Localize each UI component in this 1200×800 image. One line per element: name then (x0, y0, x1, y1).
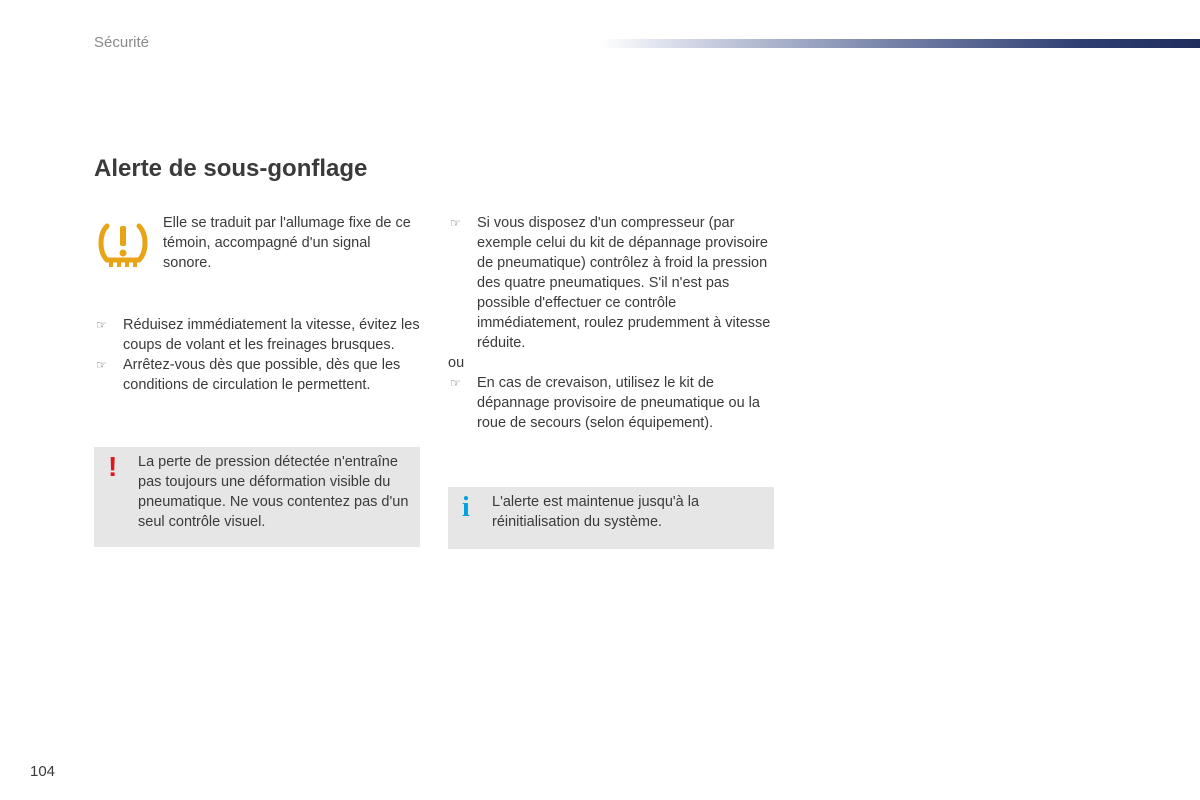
separator-text: ou (448, 355, 465, 371)
bullet-text: Si vous disposez d'un compresseur (par exemple celui du kit de dépannage provisoire de pneumatique) contrôlez à froid la pression des quatre pneumatiques. S'il n'est pas possible d'effectuer ce contrôle immédiatement, roulez prudemment à vitesse réduite. (477, 215, 771, 351)
right-bullet-list (448, 213, 778, 433)
header-gradient-bar (600, 39, 1200, 48)
pointing-hand-icon: ☞ (96, 318, 107, 332)
page-title: Alerte de sous-gonflage (94, 155, 368, 182)
pointing-hand-icon: ☞ (450, 376, 461, 390)
pointing-hand-icon: ☞ (96, 358, 107, 372)
left-bullet-list (94, 315, 424, 395)
info-text: L'alerte est maintenue jusqu'à la réinitialisation du système. (492, 494, 700, 530)
bullet-text: En cas de crevaison, utilisez le kit de dépannage provisoire de pneumatique ou la roue de secours (selon équipement). (477, 375, 760, 431)
section-label: Sécurité (94, 34, 150, 51)
info-icon: i (462, 492, 470, 523)
pointing-hand-icon: ☞ (450, 216, 461, 230)
list-item (448, 213, 778, 353)
tyre-pressure-warning-icon (97, 220, 149, 270)
list-item (94, 315, 424, 355)
intro-text: Elle se traduit par l'allumage fixe de ce témoin, accompagné d'un signal sonore. (163, 215, 411, 271)
bullet-text: Réduisez immédiatement la vitesse, évitez les coups de volant et les freinages brusques. (123, 317, 420, 353)
caution-text: La perte de pression détectée n'entraîne pas toujours une déformation visible du pneumatique. Ne vous contentez pas d'un seul contrôle visuel. (138, 454, 409, 530)
page-number: 104 (30, 763, 56, 780)
exclamation-icon: ! (108, 451, 118, 482)
list-item (448, 373, 778, 433)
info-box (448, 487, 774, 549)
bullet-text: Arrêtez-vous dès que possible, dès que les conditions de circulation le permettent. (123, 357, 401, 393)
list-item (94, 355, 424, 395)
caution-box (94, 447, 420, 547)
